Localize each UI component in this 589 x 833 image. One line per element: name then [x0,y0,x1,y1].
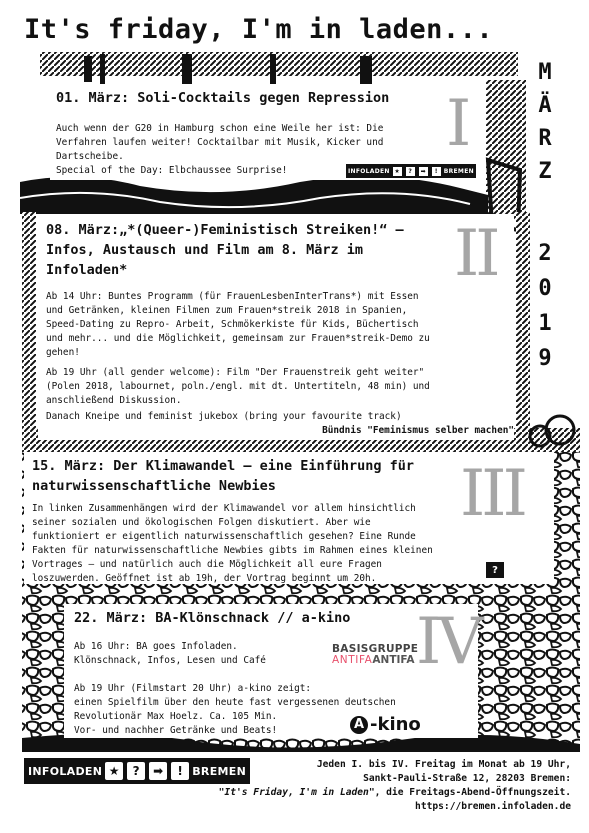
logo-text-right: BREMEN [192,764,247,778]
star-icon: ★ [104,761,124,781]
roman-numeral-3: III [460,457,524,531]
exclamation-icon: ! [431,166,442,177]
footer-slogan-title: "It's Friday, I'm in Laden" [218,787,375,798]
a-kino-mark: A [350,716,368,734]
event-text-2a: Ab 14 Uhr: Buntes Programm (für FrauenLesbenInterTrans*) mit Essen und Getränken, kleinen Filmen zum Frauen*streik 2018 in Spanien, Speed-Dating zu Repro- Arbeit, Schmökerkiste für Kids, Büchertisch und mehr... und die Möglichkeit, gemeinsam zur Frauen*streik-Demo zu gehen! [46,291,430,358]
year-vertical [530,236,560,376]
question-icon: ? [405,166,416,177]
logo-text-right: BREMEN [443,167,474,175]
event-title-1: 01. März: Soli-Cocktails gegen Repression [56,90,390,106]
a-kino-logo [350,714,421,735]
roman-numeral-1: I [446,87,468,161]
event-title-3: 15. März: Der Klimawandel – eine Einführung für naturwissenschaftliche Newbies [32,458,415,494]
month-letter: R [538,126,552,151]
infoladen-key-icon: ? [486,562,504,578]
event-text-4a: Ab 16 Uhr: BA goes Infoladen. Klönschnack, Infos, Lesen und Café [74,641,266,666]
event-box-4 [64,604,478,738]
month-vertical [530,56,560,188]
basisgruppe-label: BASISGRUPPE [332,643,419,655]
month-letter: M [538,60,552,85]
event-title-2: 08. März:„*(Queer-)Feministisch Streiken!“ – Infos, Austausch und Film am 8. März im Infoladen* [46,222,404,278]
exclamation-icon: ! [170,761,190,781]
event-credit-2: Bündnis "Feminismus selber machen" [322,425,514,436]
footer-slogan-rest: , die Freitags-Abend-Öffnungszeit. [374,787,571,798]
footer-url[interactable]: https://bremen.infoladen.de [415,801,571,812]
antifa-solid-label: ANTIFA [372,654,415,667]
event-box-1 [50,84,482,180]
event-text-2b: Ab 19 Uhr (all gender welcome): Film "Der Frauenstreik geht weiter" (Polen 2018, labournet, poln./engl. mit dt. Untertiteln, 48 min) und anschließend Diskussion. [46,367,430,406]
event-text-2c: Danach Kneipe und feminist jukebox (bring your favourite track) [46,411,402,422]
logo-text-left: INFOLADEN [28,764,103,778]
event-text-3: In linken Zusammenhängen wird der Klimawandel vor allem hinsichtlich seiner sozialen und ökologischen Folgen diskutiert. Aber wie funktioniert er eigentlich naturwissenschaftlich gesehen? Eine Runde Fakten für naturwissenschaftliche Newbies gibts im Rahmen eines kleinen Vortrages – und natürlich auch die Möglichkeit all eure Fragen loszuwerden. Geöffnet ist ab 19h, der Vortrag beginnt um 20h. [32,503,433,584]
year-digit: 9 [538,346,552,371]
month-letter: Ä [538,93,552,118]
month-letter: Z [538,159,552,184]
arrow-right-icon: ➡ [418,166,429,177]
footer-info [219,758,571,814]
arrow-right-icon: ➡ [148,761,168,781]
event-box-2 [38,214,514,440]
footer-schedule: Jeden I. bis IV. Freitag im Monat ab 19 Uhr, [316,759,571,770]
footer-slogan [219,786,571,800]
footer-address: Sankt-Pauli-Straße 12, 28203 Bremen: [363,773,571,784]
question-icon: ? [126,761,146,781]
infoladen-logo [24,758,250,784]
infoladen-logo-small [346,164,476,178]
antifa-label [332,655,418,666]
event-title-4: 22. März: BA-Klönschnack // a-kino [74,610,351,626]
roman-numeral-4: IV [416,605,480,679]
logo-text-left: INFOLADEN [348,167,390,175]
antifa-outline-label: ANTIFA [332,654,373,667]
event-text-4b: Ab 19 Uhr (Filmstart 20 Uhr) a-kino zeigt: einen Spielfilm über den heute fast vergessenen deutschen Revolutionär Max Hoelz. Ca. 105 Min. Vor- und nachher Getränke und Beats! [74,683,396,736]
year-digit: 0 [538,276,552,301]
year-digit: 2 [538,241,552,266]
basisgruppe-antifa-logo [332,644,418,666]
page-title: It's friday, I'm in laden... [24,14,494,45]
a-kino-label: -kino [370,714,421,735]
event-box-3 [24,452,554,584]
star-icon: ★ [392,166,403,177]
year-digit: 1 [538,311,552,336]
event-text-1: Auch wenn der G20 in Hamburg schon eine Weile her ist: Die Verfahren laufen weiter! Cocktailbar mit Musik, Kicker und Dartscheibe. Special of the Day: Elbchaussee Surprise! [56,123,384,176]
roman-numeral-2: II [454,217,497,291]
